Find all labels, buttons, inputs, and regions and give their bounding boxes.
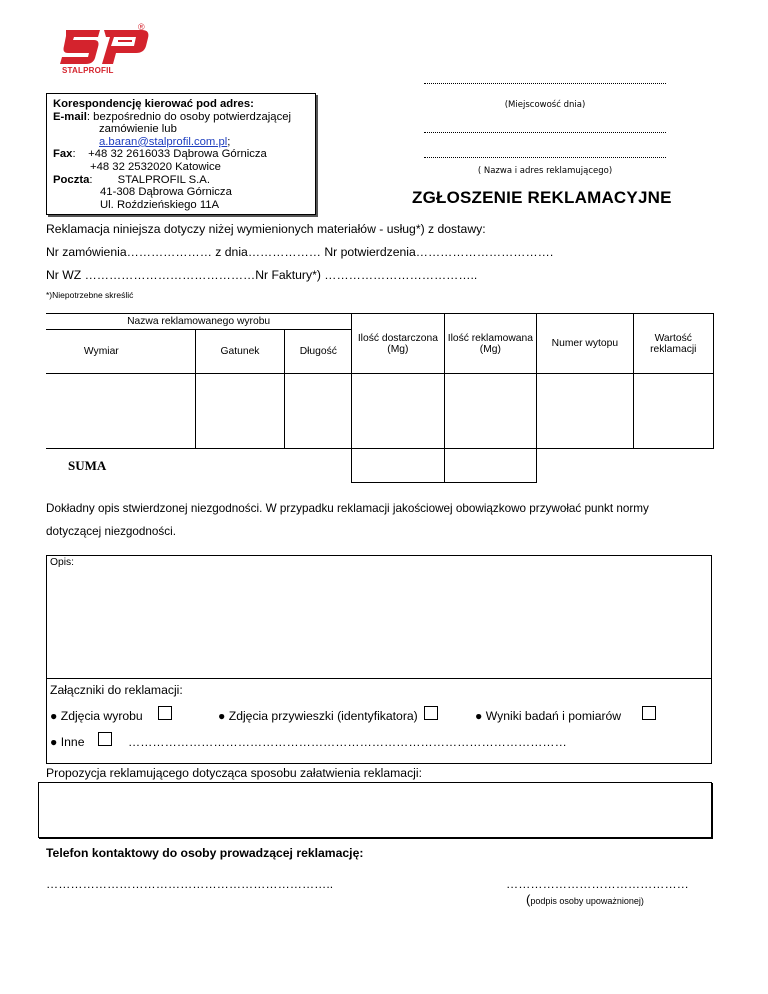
proposal-box[interactable]	[38, 782, 712, 838]
col-wymiar-cell	[46, 330, 195, 374]
fax-line	[53, 148, 315, 161]
phone-heading: Telefon kontaktowy do osoby prowadzącej reklamację:	[46, 846, 364, 860]
email-label: E-mail	[53, 110, 87, 123]
intro-line2[interactable]: Nr zamówienia………………… z dnia……………… Nr potwierdzenia…………………………….	[46, 245, 554, 259]
registered-mark: ®	[138, 22, 145, 32]
col-gatunek: Gatunek	[195, 330, 285, 374]
attachments-separator	[46, 678, 712, 679]
col-dlugosc: Długość	[285, 330, 352, 374]
attach-other-label: ● Inne	[50, 735, 85, 749]
complaint-table	[46, 313, 714, 483]
correspondence-box	[46, 93, 316, 215]
attach-tag-checkbox[interactable]	[424, 706, 438, 720]
intro-line1: Reklamacja niniejsza dotyczy niżej wymienionych materiałów - usług*) z dostawy:	[46, 222, 486, 236]
email-address-line	[53, 136, 315, 149]
col-numer: Numer wytopu	[537, 314, 633, 374]
stalprofil-logo	[60, 22, 156, 80]
email-line	[53, 111, 315, 124]
attach-photos-checkbox[interactable]	[158, 706, 172, 720]
col-ilosc-dost: Ilość dostarczona (Mg)	[352, 314, 444, 374]
intro-note: *)Niepotrzebne skreślić	[46, 290, 134, 300]
poczta-line3: Ul. Roździeńskiego 11A	[100, 198, 220, 211]
phone-field[interactable]: ……………………………………………………………..	[46, 877, 334, 891]
cell-ilosc-dost[interactable]	[352, 374, 444, 449]
poczta-line	[53, 174, 315, 187]
opis-label: Opis:	[50, 557, 75, 568]
description-line1: Dokładny opis stwierdzonej niezgodności. W przypadku reklamacji jakościowej obowiązkowo przywołać punkt normy	[46, 502, 649, 515]
signature-field[interactable]: ………………………………………	[506, 877, 689, 891]
cell-wymiar[interactable]	[46, 374, 195, 449]
name-address-caption: ( Nazwa i adres reklamującego)	[477, 166, 613, 176]
cell-numer[interactable]	[537, 374, 633, 449]
proposal-heading: Propozycja reklamującego dotycząca sposobu załatwienia reklamacji:	[46, 766, 422, 780]
col-wartosc: Wartość reklamacji	[633, 314, 713, 374]
col-ilosc-rekl: Ilość reklamowana (Mg)	[444, 314, 537, 374]
attachments-heading: Załączniki do reklamacji:	[50, 683, 183, 697]
fax-line1: : +48 32 2616033 Dąbrowa Górnicza	[72, 148, 267, 161]
attach-other-checkbox[interactable]	[98, 732, 112, 746]
cell-wartosc[interactable]	[633, 374, 713, 449]
email-text1: : bezpośrednio do osoby potwierdzającej	[86, 110, 292, 123]
attach-results-checkbox[interactable]	[642, 706, 656, 720]
suma-empty-1	[537, 449, 633, 483]
suma-ilosc-rekl[interactable]	[444, 449, 537, 483]
cell-gatunek[interactable]	[195, 374, 285, 449]
fax-label: Fax	[53, 148, 73, 161]
description-line2: dotyczącej niezgodności.	[46, 525, 176, 538]
attach-photos-label: ● Zdjęcia wyrobu	[50, 709, 143, 723]
name-address-field-2[interactable]	[424, 157, 666, 158]
signature-caption: (podpis osoby upoważnionej)	[526, 892, 644, 907]
poczta-line1: : STALPROFIL S.A.	[89, 173, 210, 186]
name-address-field-1[interactable]	[424, 132, 666, 133]
email-text2: zamówienie lub	[99, 123, 177, 136]
group-header: Nazwa reklamowanego wyrobu	[46, 314, 352, 330]
poczta-line2: 41-308 Dąbrowa Górnicza	[100, 186, 232, 199]
place-date-field[interactable]	[424, 83, 666, 84]
logo-text: STALPROFIL	[62, 66, 114, 75]
correspondence-heading: Korespondencję kierować pod adres:	[53, 98, 254, 110]
suma-label: SUMA	[46, 449, 352, 483]
place-date-caption: (Miejscowość dnia)	[504, 100, 586, 110]
poczta-label: Poczta	[53, 173, 90, 186]
form-title: ZGŁOSZENIE REKLAMACYJNE	[412, 188, 672, 207]
col-wymiar: Wymiar	[83, 346, 119, 357]
email-link[interactable]: a.baran@stalprofil.com.pl	[99, 135, 228, 148]
suma-empty-2	[633, 449, 713, 483]
intro-line3[interactable]: Nr WZ ……………………………………Nr Faktury*) ………………………………..	[46, 268, 478, 282]
suma-ilosc-dost[interactable]	[352, 449, 444, 483]
signature-caption-text: podpis osoby upoważnionej)	[530, 896, 644, 906]
attach-tag-label: ● Zdjęcia przywieszki (identyfikatora)	[218, 709, 418, 723]
email-suffix: ;	[227, 135, 231, 148]
attach-results-label: ● Wyniki badań i pomiarów	[475, 709, 622, 723]
opis-box[interactable]	[46, 555, 712, 764]
cell-dlugosc[interactable]	[285, 374, 352, 449]
attach-other-field[interactable]: ………………………………………………………………………………………………	[128, 735, 567, 749]
fax-line2: +48 32 2532020 Katowice	[90, 160, 221, 173]
cell-ilosc-rekl[interactable]	[444, 374, 537, 449]
